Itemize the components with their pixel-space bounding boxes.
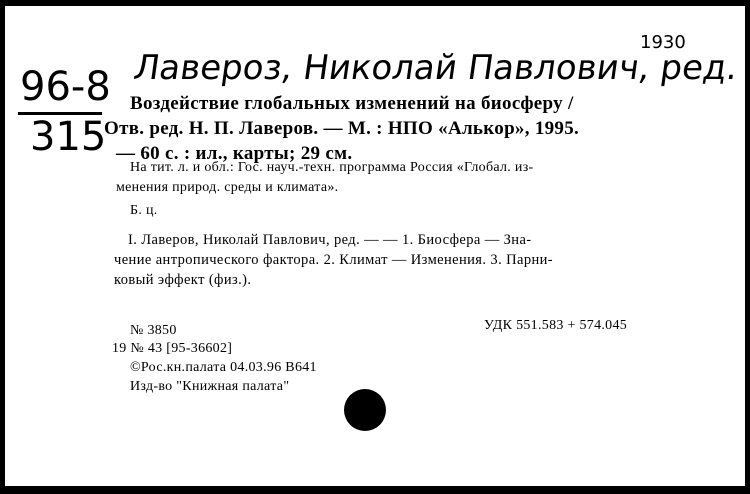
udc-code: УДК 551.583 + 574.045 (484, 318, 628, 333)
note-line-1: На тит. л. и обл.: Гос. науч.-техн. программа Россия «Глобал. из- (130, 160, 534, 175)
handwritten-author: Лавероз, Николай Павлович, ред. (131, 48, 741, 88)
title-line-2: Отв. ред. Н. П. Лаверов. — М. : НПО «Алькор», 1995. (104, 118, 580, 139)
shelf-mark-bottom: 315 (30, 114, 107, 160)
tracing-line-1: I. Лаверов, Николай Павлович, ред. — — 1. Биосфера — Зна- (128, 232, 532, 248)
handwritten-year: 1930 (640, 32, 686, 53)
registration-number: 19 № 43 [95-36602] (112, 341, 233, 356)
publisher-line: Изд-во "Книжная палата" (130, 379, 290, 394)
tracing-line-3: ковый эффект (физ.). (114, 272, 252, 288)
price-note: Б. ц. (130, 203, 158, 218)
title-line-1: Воздействие глобальных изменений на биосферу / (130, 93, 574, 114)
ink-blot (344, 389, 386, 431)
shelf-mark-top: 96-8 (20, 64, 111, 110)
book-chamber-stamp: ©Рос.кн.палата 04.03.96 В641 (130, 360, 317, 375)
note-line-2: менения природ. среды и климата». (116, 180, 339, 195)
title-line-3: — 60 с. : ил., карты; 29 см. (116, 143, 353, 164)
card-number: № 3850 (130, 323, 177, 338)
tracing-line-2: чение антропического фактора. 2. Климат — Изменения. 3. Парни- (114, 252, 554, 268)
